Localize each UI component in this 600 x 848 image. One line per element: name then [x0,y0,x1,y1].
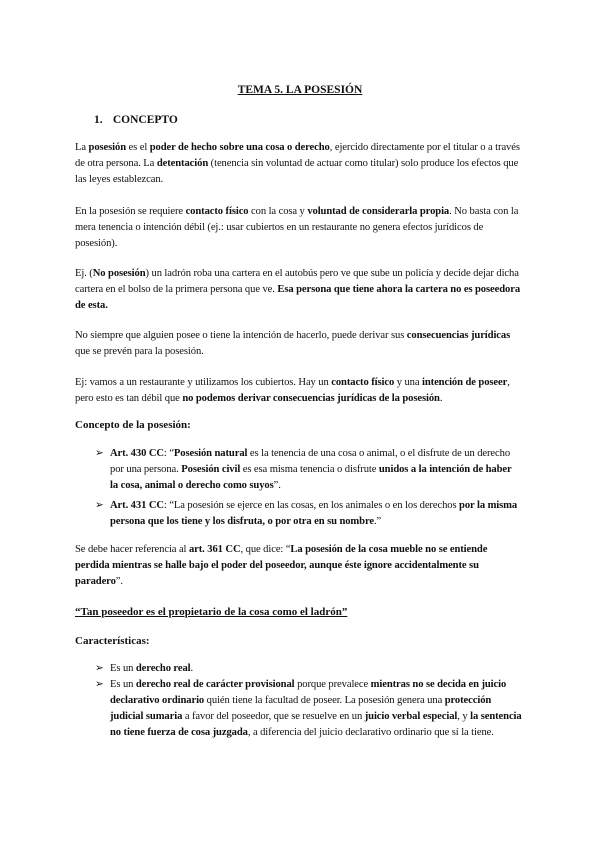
paragraph-art-361: Se debe hacer referencia al art. 361 CC, que dice: “La posesión de la cosa mueble no se entiende perdida mientras se halle bajo el poder del poseedor, aunque éste ignore accidentalmente su paradero”. [75,544,488,587]
bullet-arrow-icon: ➢ [95,448,104,459]
characteristic-provisional: Es un derecho real de carácter provisional porque prevalece mientras no se decida en juicio declarativo ordinario quién tiene la facultad de poseer. La posesión genera una protección judicial sumaria a favor del poseedor, que se resuelve en un juicio verbal especial, y la sentencia no tiene fuerza de cosa juzgada, a diferencia del juicio declarativo ordinario que sí la tiene. [110,679,522,738]
paragraph-example-restaurant: Ej: vamos a un restaurante y utilizamos los cubiertos. Hay un contacto físico y una intención de poseer, pero esto es tan débil que no podemos derivar consecuencias jurídicas de la posesión. [75,377,510,404]
article-431: Art. 431 CC: “La posesión se ejerce en las cosas, en los animales o en los derechos por la misma persona que los tiene y los disfruta, o por otra en su nombre.” [110,500,518,527]
page-title: TEMA 5. LA POSESIÓN [237,84,363,96]
section-heading-concepto [94,114,178,126]
paragraph-posesion-definition: La posesión es el poder de hecho sobre una cosa o derecho, ejercido directamente por el titular o a través de otra persona. La detentación (tenencia sin voluntad de actuar como titular) solo produce los efectos que las leyes establezcan. [75,142,520,185]
concepto-heading: Concepto de la posesión: [75,419,191,431]
article-430: Art. 430 CC: “Posesión natural es la tenencia de una cosa o animal, o el disfrute de un derecho por una persona. Posesión civil es esa misma tenencia o disfrute unidos a la intención de haber la cosa, animal o derecho como suyos”. [110,448,512,491]
paragraph-requirements: En la posesión se requiere contacto físico con la cosa y voluntad de considerarla propia. No basta con la mera tenencia o intención débil (ej.: usar cubiertos en un restaurante no genera efectos jurídicos de posesión). [75,206,519,249]
characteristic-derecho-real: Es un derecho real. [110,663,194,674]
bullet-arrow-icon: ➢ [95,663,104,674]
bullet-arrow-icon: ➢ [95,500,104,511]
section-number: 1. [94,114,103,126]
caracteristicas-heading: Características: [75,635,150,647]
bullet-arrow-icon: ➢ [95,679,104,690]
quote-heading: “Tan poseedor es el propietario de la cosa como el ladrón” [75,606,348,618]
paragraph-consequences: No siempre que alguien posee o tiene la intención de hacerlo, puede derivar sus consecuencias jurídicas que se prevén para la posesión. [75,330,511,357]
section-label: CONCEPTO [112,114,178,126]
paragraph-example-no-posesion: Ej. (No posesión) un ladrón roba una cartera en el autobús pero ve que sube un policía y decide dejar dicha cartera en el bolso de la primera persona que ve. Esa persona que tiene ahora la cartera no es poseedora de esta. [75,268,521,311]
